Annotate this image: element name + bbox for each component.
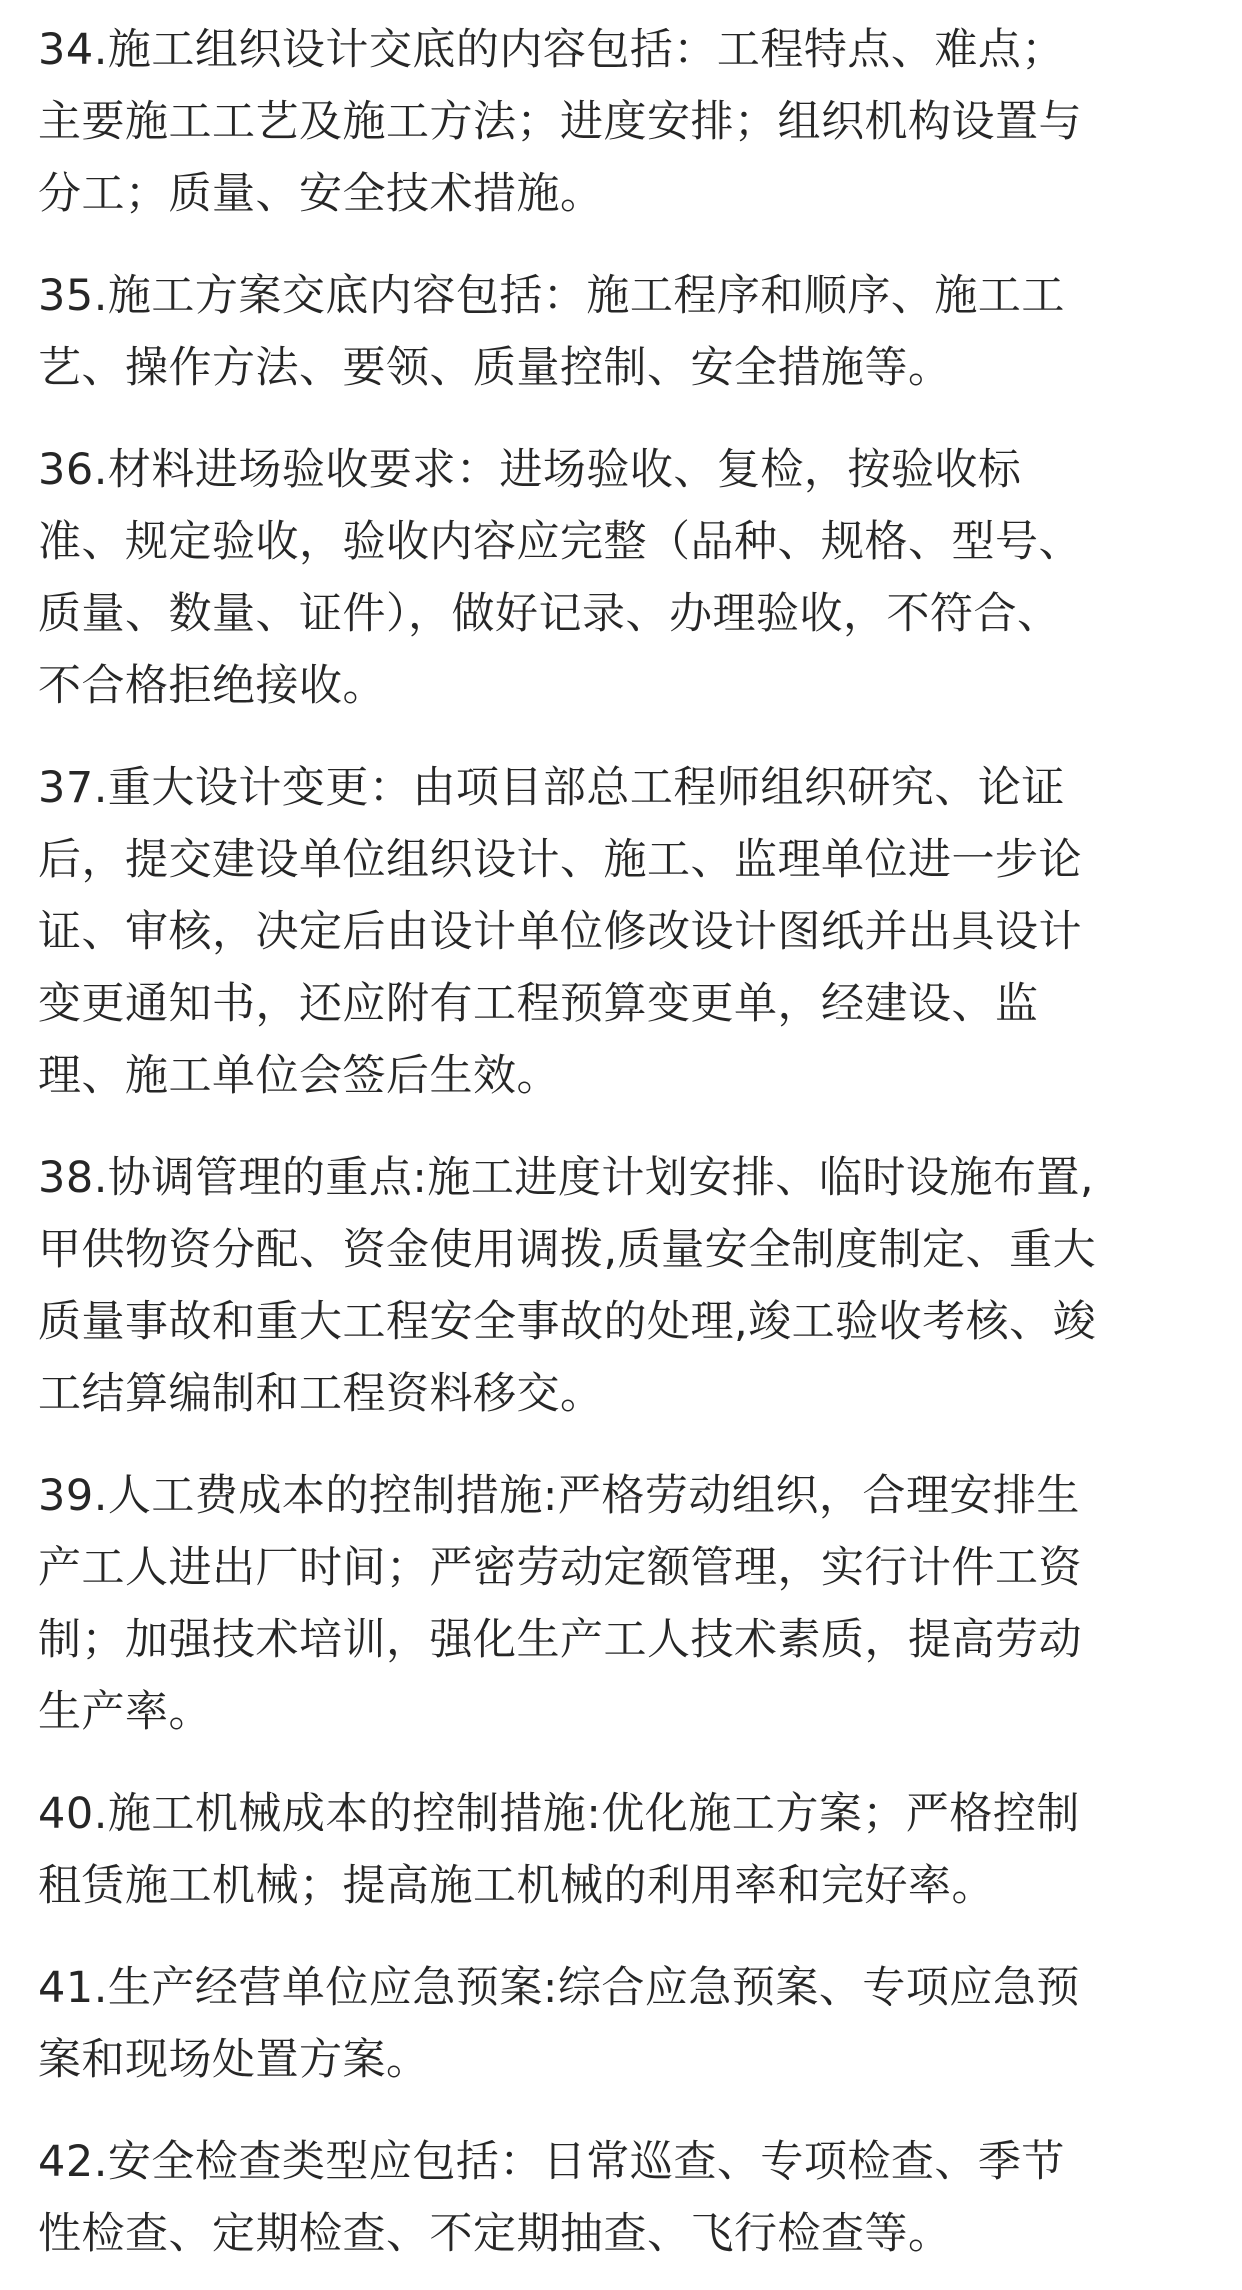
text-line: 证、审核，决定后由设计单位修改设计图纸并出具设计 xyxy=(38,907,1082,957)
text-line: 艺、操作方法、要领、质量控制、安全措施等。 xyxy=(38,343,952,393)
text-line: 甲供物资分配、资金使用调拨,质量安全制度制定、重大 xyxy=(38,1225,1097,1275)
text-line: 35.施工方案交底内容包括：施工程序和顺序、施工工 xyxy=(38,271,1065,321)
text-line: 分工；质量、安全技术措施。 xyxy=(38,169,604,219)
text-line: 制；加强技术培训，强化生产工人技术素质，提高劳动 xyxy=(38,1615,1082,1665)
paragraph-35 xyxy=(38,260,1204,404)
text-line: 案和现场处置方案。 xyxy=(38,2035,430,2085)
text-line: 34.施工组织设计交底的内容包括：工程特点、难点； xyxy=(38,25,1065,75)
text-line: 变更通知书，还应附有工程预算变更单，经建设、监 xyxy=(38,979,1039,1029)
text-line: 生产率。 xyxy=(38,1687,212,1737)
paragraph-36 xyxy=(38,434,1204,722)
text-line: 42.安全检查类型应包括：日常巡查、专项检查、季节 xyxy=(38,2137,1065,2187)
text-line: 产工人进出厂时间；严密劳动定额管理，实行计件工资 xyxy=(38,1543,1082,1593)
text-line: 38.协调管理的重点:施工进度计划安排、临时设施布置, xyxy=(38,1153,1095,1203)
text-line: 37.重大设计变更：由项目部总工程师组织研究、论证 xyxy=(38,763,1065,813)
paragraph-39 xyxy=(38,1460,1204,1748)
text-line: 不合格拒绝接收。 xyxy=(38,661,386,711)
paragraph-34 xyxy=(38,14,1204,230)
text-line: 工结算编制和工程资料移交。 xyxy=(38,1369,604,1419)
text-line: 准、规定验收，验收内容应完整（品种、规格、型号、 xyxy=(38,517,1082,567)
paragraph-41 xyxy=(38,1952,1204,2096)
text-line: 主要施工工艺及施工方法；进度安排；组织机构设置与 xyxy=(38,97,1082,147)
paragraph-38 xyxy=(38,1142,1204,1430)
text-line: 后，提交建设单位组织设计、施工、监理单位进一步论 xyxy=(38,835,1082,885)
text-line: 40.施工机械成本的控制措施:优化施工方案；严格控制 xyxy=(38,1789,1080,1839)
text-line: 租赁施工机械；提高施工机械的利用率和完好率。 xyxy=(38,1861,995,1911)
text-line: 36.材料进场验收要求：进场验收、复检，按验收标 xyxy=(38,445,1022,495)
text-line: 39.人工费成本的控制措施:严格劳动组织，合理安排生 xyxy=(38,1471,1080,1521)
text-line: 质量、数量、证件），做好记录、办理验收，不符合、 xyxy=(38,589,1061,639)
text-line: 41.生产经营单位应急预案:综合应急预案、专项应急预 xyxy=(38,1963,1080,2013)
text-line: 性检查、定期检查、不定期抽查、飞行检查等。 xyxy=(38,2209,952,2259)
text-line: 质量事故和重大工程安全事故的处理,竣工验收考核、竣 xyxy=(38,1297,1097,1347)
paragraph-37 xyxy=(38,752,1204,1112)
text-line: 理、施工单位会签后生效。 xyxy=(38,1051,560,1101)
paragraph-42 xyxy=(38,2126,1204,2270)
paragraph-40 xyxy=(38,1778,1204,1922)
